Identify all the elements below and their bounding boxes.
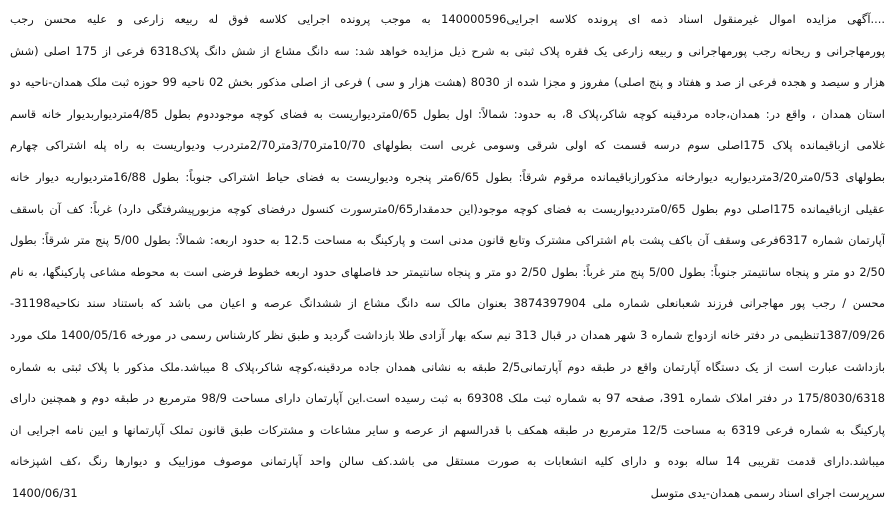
notice-line: محسن / رجب پور مهاجرانی فرزند شعبانعلی شماره ملی 3874397904 بعنوان مالک سه دانگ مشاع از ششدانگ عرصه و اعیان می باشد که باستناد سند نکاحیه31198- [10,296,885,311]
notice-line: هزار و سیصد و هجده فرعی از صد و هفتاد و پنج اصلی) مفروز و مجزا شده از 8030 (هشت هزار و سی ) فرعی از اصلی مذکور بخش 02 ناحیه 99 حوزه ثبت ملک همدان-ناحیه دو [10,75,885,90]
notice-line: پورمهاجرانی و ریحانه رجب پورمهاجرانی و ربیعه زارعی یک فقره پلاک ثبتی به شرح ذیل مزایده خواهد شد: سه دانگ مشاع از شش دانگ پلاک6318 فرعی از 175 اصلی (شش [10,43,885,58]
notice-date: 1400/06/31 [12,485,78,500]
notice-line: بازداشت عبارت است از یک دستگاه آپارتمان واقع در طبقه دوم آپارتمانی2/5 طبقه به نشانی همدان جاده مردقینه،کوچه شاکر،پلاک 8 میباشد.ملک مذکور با پلاک ثبتی به شماره [10,359,885,374]
notice-line: آپارتمان شماره 6317فرعی وسقف آن باکف پشت بام اشتراکی مشترک وتابع قانون مدنی است و پارکینگ به مساحت 12.5 به حدود اربعه: شمالاً: بطول 5/00 پنج متر شرقاً: بطول [10,233,885,248]
notice-line: 2/50 دو متر و پنجاه سانتیمتر جنوباً: بطول 5/00 پنج متر غرباً: بطول 2/50 دو متر و پنجاه سانتیمتر حد فاصلهای حدود اربعه خطوط فرضی است به محوطه مشاعی پارکینگها، به نام [10,264,885,279]
notice-line: 1387/09/26تنظیمی در دفتر خانه ازدواج شماره 3 شهر همدان در قبال 313 نیم سکه بهار آزادی طلا بازداشت گردید و طبق نظر کارشناس رسمی در مورخه 1400/05/16 ملک مورد [10,327,885,342]
notice-line: استان همدان ، واقع در: همدان،جاده مردقینه کوچه شاکر،پلاک 8، به حدود: شمالاً: اول بطول 0/65متردیواریست به فضای کوچه موجوددوم بطول 4/85متردیواربدیوار خانه قاسم [10,106,885,121]
notice-line: بطولهای 0/53متر3/20متردیواریه دیوارخانه مذکورازباقیمانده مرقوم شرقاً: بطول 6/65متر پنجره ودیواریست به فضای حیاط اشتراکی جنوباً: بطول 16/88متردیواریه دیوار خانه [10,169,885,184]
notice-line: 175/8030/6318 در دفتر املاک شماره 391، صفحه 97 به شماره ثبت ملک 69308 به ثبت رسیده است.این آپارتمان دارای مساحت 98/9 مترمربع در طبقه دوم و همچنین دارای [10,391,885,406]
notice-footer-line [10,478,885,510]
notice-line: عقیلی ازباقیمانده 175اصلی دوم بطول 0/65مترددیواریست به فضای کوچه موجود(این حدمقدار0/65مترسورت کنسول درفضای کوچه مزبورپیشرفتگی دارد) غرباً: کف آن باسقف [10,201,885,216]
notice-line: غلامی ازباقیمانده پلاک 175اصلی سوم درسه قسمت که اولی شرقی وسومی غربی است بطولهای 10/70متر3/70متر2/70متردرب ودیواریست به راه پله اشتراکی چهارم [10,138,885,153]
notice-line: میباشد.دارای قدمت تقریبی 14 ساله بوده و دارای کلیه انشعابات به صورت مستقل می باشد.کف سالن واحد آپارتمانی موصوف موزاییک و دیوارها رنگ ،کف اشپزخانه [10,454,885,469]
auction-notice [10,4,885,510]
notice-line: ....آگهی مزایده اموال غیرمنقول اسناد ذمه ای پرونده کلاسه اجرایی140000596 به موجب پرونده اجرایی کلاسه فوق له ربیعه زارعی و علیه محسن رجب [10,12,885,26]
issuing-office: سرپرست اجرای اسناد رسمی همدان-یدی متوسل [650,485,885,500]
notice-line: پارکینگ به شماره فرعی 6319 به مساحت 12/5 مترمربع در طبقه همکف با قدرالسهم از عرصه و سایر مشاعات و مشترکات طبق قانون تملک آپارتمانها و ایین نامه اجرایی ان [10,422,885,437]
